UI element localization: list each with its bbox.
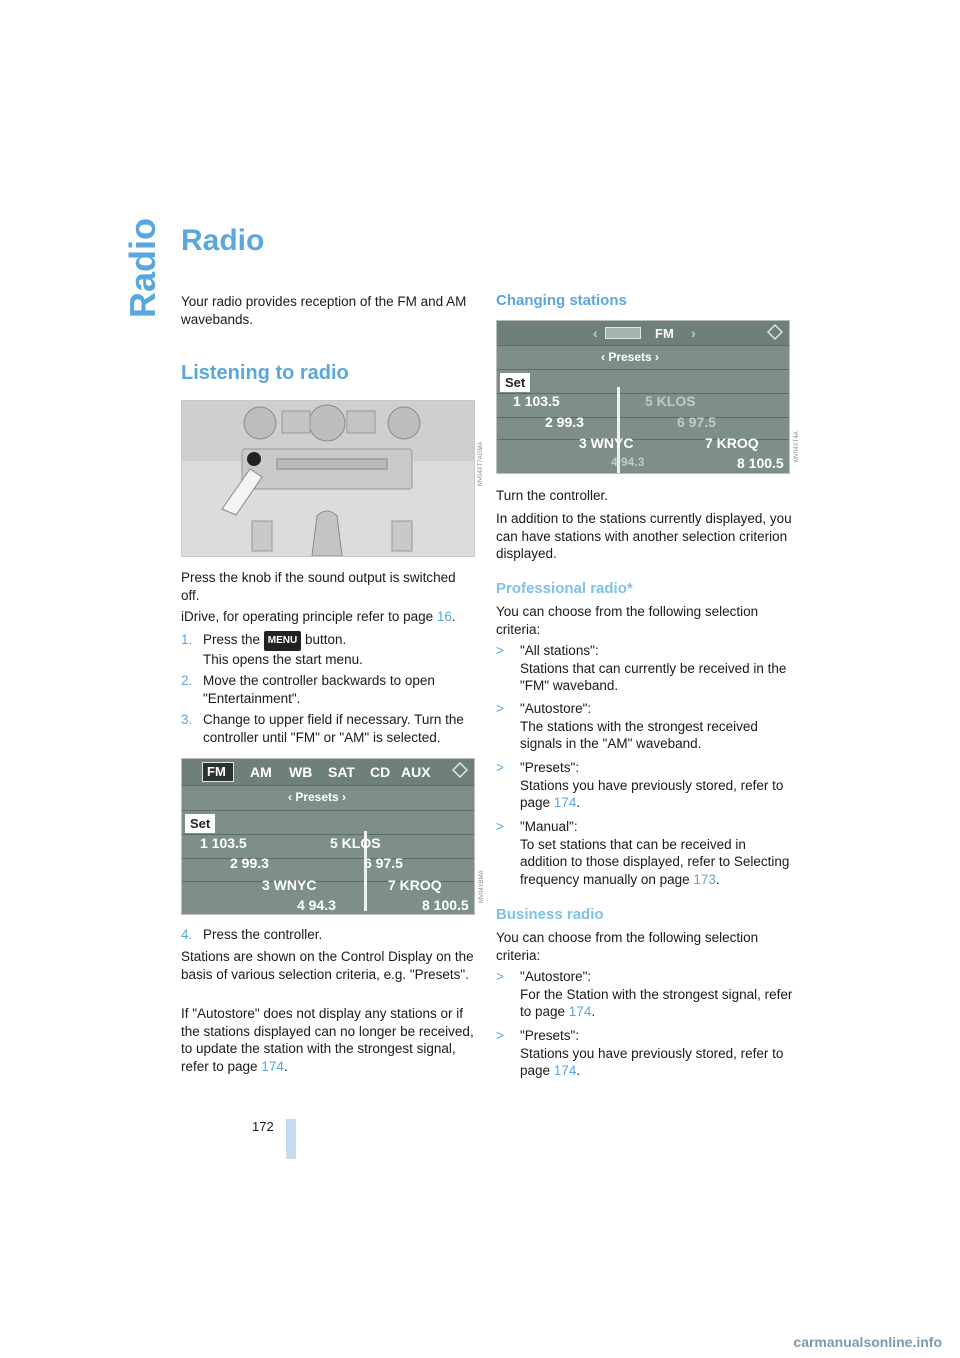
right-arrow-icon[interactable]: › — [691, 325, 696, 341]
business-intro: You can choose from the following selection criteria: — [496, 930, 759, 963]
listening-p3: Stations are shown on the Control Display on the basis of various selection criteria, e.g. "Presets". — [181, 949, 474, 982]
station-2-2[interactable]: 2 99.3 — [545, 414, 584, 430]
page-link-174-b[interactable]: 174 — [553, 795, 577, 810]
page-link-16[interactable]: 16 — [436, 609, 452, 624]
changing-heading: Changing stations — [496, 292, 627, 309]
page-link-174-c[interactable]: 174 — [568, 1004, 592, 1019]
page-marker-bar — [286, 1119, 296, 1159]
radio-illustration — [182, 401, 474, 556]
professional-item-4: > "Manual": To set stations that can be received in addition to those displayed, refer to Selecting frequency manually on page 173. — [496, 819, 790, 887]
station-2-3[interactable]: 3 WNYC — [579, 435, 634, 451]
professional-item-3: > "Presets": Stations you have previously stored, refer to page 174. — [496, 760, 784, 810]
station-2-4[interactable]: 4 94.3 — [611, 455, 645, 469]
footer-watermark: carmanualsonline.info — [793, 1334, 942, 1350]
changing-p2: In addition to the stations currently displayed, you can have stations with another selection criterion displayed. — [496, 511, 792, 561]
tab-cd[interactable]: CD — [370, 764, 391, 780]
station-6[interactable]: 6 97.5 — [364, 855, 403, 871]
page-link-174-d[interactable]: 174 — [553, 1063, 577, 1078]
set-button-2[interactable]: Set — [500, 373, 530, 392]
listening-p1: Press the knob if the sound output is switched off. — [181, 570, 456, 603]
station-2-8[interactable]: 8 100.5 — [737, 455, 784, 471]
page-link-173[interactable]: 173 — [693, 871, 716, 887]
station-4[interactable]: 4 94.3 — [297, 897, 336, 913]
screen2-code: MV04XT4A — [794, 431, 800, 462]
control-display-screen-2 — [496, 320, 790, 474]
business-item-2: > "Presets": Stations you have previously stored, refer to page 174. — [496, 1028, 784, 1078]
station-2-1[interactable]: 1 103.5 — [513, 393, 560, 409]
screen1-code: MV04XBMA — [479, 870, 485, 903]
step-3: 3. Change to upper field if necessary. Turn the controller until "FM" or "AM" is selected. — [181, 712, 464, 745]
page-title: Radio — [181, 224, 265, 257]
radio-icon — [605, 327, 641, 339]
station-1[interactable]: 1 103.5 — [200, 835, 247, 851]
station-2-6[interactable]: 6 97.5 — [677, 414, 716, 430]
station-8[interactable]: 8 100.5 — [422, 897, 469, 913]
listening-heading: Listening to radio — [181, 362, 349, 384]
business-heading: Business radio — [496, 906, 604, 923]
tab-aux[interactable]: AUX — [401, 764, 431, 780]
station-3[interactable]: 3 WNYC — [262, 877, 317, 893]
radio-photo — [181, 400, 475, 557]
professional-item-1: > "All stations": Stations that can currently be received in the "FM" waveband. — [496, 643, 787, 693]
listening-p2: iDrive, for operating principle refer to page 16. — [181, 609, 456, 624]
control-display-screen-1 — [181, 758, 475, 915]
menu-button-icon: MENU — [264, 631, 301, 651]
intro-text: Your radio provides reception of the FM and AM wavebands. — [181, 294, 467, 327]
left-arrow-icon[interactable]: ‹ — [593, 325, 598, 341]
listening-p4: If "Autostore" does not display any stations or if the stations displayed can no longer be received, to update the station with the strongest signal, refer to page 174. — [181, 1006, 474, 1074]
home-icon[interactable] — [452, 762, 468, 778]
station-2[interactable]: 2 99.3 — [230, 855, 269, 871]
step-4: 4. Press the controller. — [181, 927, 323, 942]
tab-sat[interactable]: SAT — [328, 764, 355, 780]
station-2-5[interactable]: 5 KLOS — [645, 393, 696, 409]
photo-code: MV04XT7AGMA — [478, 441, 484, 486]
professional-intro: You can choose from the following selection criteria: — [496, 604, 759, 637]
band-label[interactable]: FM — [655, 326, 674, 341]
page-number: 172 — [252, 1119, 274, 1134]
page-link-174[interactable]: 174 — [261, 1058, 284, 1074]
changing-p1: Turn the controller. — [496, 488, 609, 503]
tab-wb[interactable]: WB — [289, 764, 313, 780]
step-1: 1. Press the MENU button. This opens the start menu. — [181, 632, 363, 667]
set-button[interactable]: Set — [185, 814, 215, 833]
step-2: 2. Move the controller backwards to open "Entertainment". — [181, 673, 435, 706]
business-item-1: > "Autostore": For the Station with the strongest signal, refer to page 174. — [496, 969, 793, 1019]
professional-heading: Professional radio* — [496, 580, 633, 597]
home-icon-2[interactable] — [767, 324, 783, 340]
station-2-7[interactable]: 7 KROQ — [705, 435, 759, 451]
presets-selector[interactable]: ‹ Presets › — [288, 790, 347, 804]
station-7[interactable]: 7 KROQ — [388, 877, 442, 893]
tab-fm[interactable]: FM — [207, 764, 226, 779]
side-tab — [116, 217, 163, 350]
station-5[interactable]: 5 KLOS — [330, 835, 381, 851]
professional-item-2: > "Autostore": The stations with the strongest received signals in the "AM" waveband. — [496, 701, 758, 751]
tab-am[interactable]: AM — [250, 764, 272, 780]
presets-selector-2[interactable]: ‹ Presets › — [601, 350, 660, 364]
side-tab-label: Radio — [122, 217, 163, 318]
